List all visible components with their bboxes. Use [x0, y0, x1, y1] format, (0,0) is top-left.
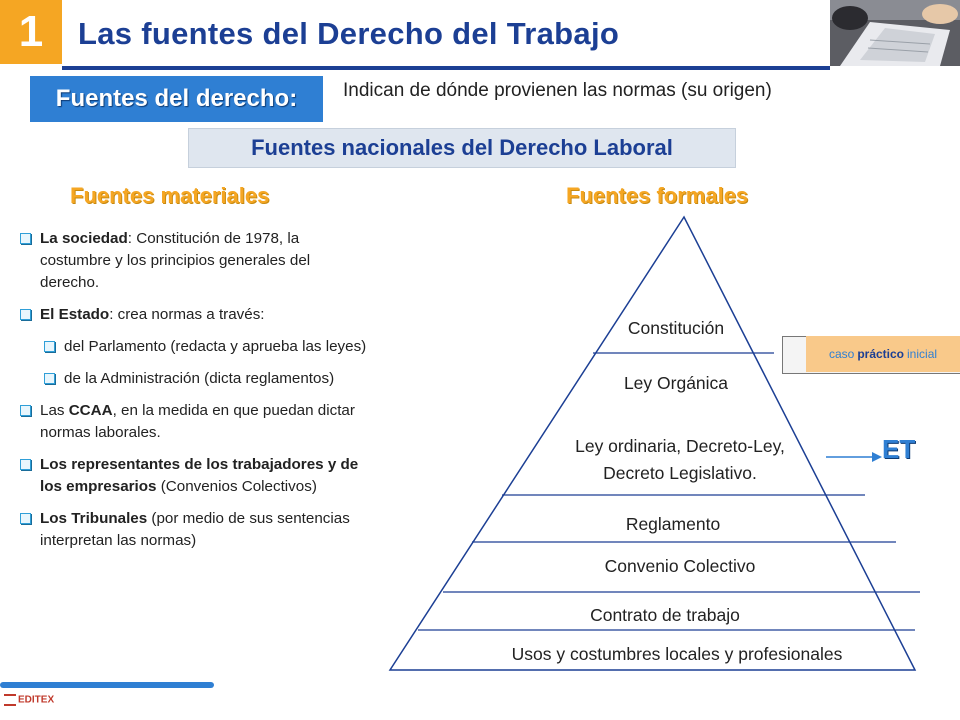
checkbox-bullet-icon: [20, 309, 31, 320]
fuentes-formales-title: Fuentes formales: [566, 183, 749, 208]
office-photo-icon: [830, 0, 960, 66]
checkbox-bullet-icon: [44, 373, 55, 384]
editex-logo-text: EDITEX: [18, 694, 55, 706]
pyramid-level-ley-organica: Ley Orgánica: [623, 373, 729, 393]
title-underline: [62, 66, 830, 70]
pyramid-level-usos: Usos y costumbres locales y profesionales: [511, 644, 843, 664]
checkbox-bullet-icon: [20, 405, 31, 416]
bullet-text: : crea normas a través:: [109, 306, 265, 323]
bullet-bold: El Estado: [40, 306, 110, 323]
pyramid-level-ley-ordinaria: Ley ordinaria, Decreto-Ley,: [575, 436, 785, 456]
editex-logo-icon: [4, 694, 16, 706]
bullet-text: (por medio de sus sentencias interpretan las normas): [40, 510, 350, 549]
section-title: Fuentes nacionales del Derecho Laboral: [188, 128, 736, 168]
fuentes-derecho-definition: Indican de dónde provienen las normas (su origen): [343, 80, 772, 101]
footer-bar: [0, 682, 214, 688]
pyramid-level-decreto-legislativo: Decreto Legislativo.: [603, 463, 757, 483]
et-label: ET: [882, 434, 916, 464]
fuentes-derecho-label: Fuentes del derecho:: [30, 76, 323, 122]
list-subitem: [18, 336, 370, 358]
slide-title: Las fuentes del Derecho del Trabajo: [78, 16, 620, 51]
pyramid-level-contrato: Contrato de trabajo: [590, 605, 740, 625]
checkbox-bullet-icon: [20, 513, 31, 524]
checkbox-bullet-icon: [20, 233, 31, 244]
bullet-text: (Convenios Colectivos): [156, 478, 317, 495]
bullet-text: , en la medida en que puedan dictar normas laborales.: [40, 402, 355, 441]
arrow-right-icon: [826, 450, 882, 464]
bullet-bold: CCAA: [68, 402, 113, 419]
bullet-text: del Parlamento (redacta y aprueba las leyes): [64, 338, 367, 355]
bullet-bold: Los Tribunales: [40, 510, 148, 527]
caso-practico-label[interactable]: [806, 336, 960, 372]
editex-logo: [4, 694, 54, 706]
list-item: [18, 304, 370, 326]
bullet-text: de la Administración (dicta reglamentos): [64, 370, 335, 387]
unit-number-badge: 1: [0, 0, 62, 64]
fuentes-materiales-title: Fuentes materiales: [70, 183, 270, 208]
bullet-bold: La sociedad: [40, 230, 128, 247]
fuentes-materiales-list: [18, 228, 370, 562]
bullet-prefix: Las: [40, 402, 69, 419]
list-subitem: [18, 368, 370, 390]
pyramid-level-constitucion: Constitución: [627, 318, 725, 338]
caso-pre: caso: [828, 347, 855, 361]
list-item: [18, 454, 370, 498]
checkbox-bullet-icon: [20, 459, 31, 470]
caso-post: inicial: [907, 347, 938, 361]
pyramid-level-reglamento: Reglamento: [625, 514, 721, 534]
list-item: [18, 228, 370, 294]
checkbox-bullet-icon: [44, 341, 55, 352]
list-item: [18, 400, 370, 444]
bullet-text: : Constitución de 1978, la costumbre y los principios generales del derecho.: [40, 230, 311, 291]
list-item: [18, 508, 370, 552]
pyramid-level-convenio: Convenio Colectivo: [604, 556, 756, 576]
caso-bold: práctico: [857, 347, 905, 361]
bullet-bold: Los representantes de los trabajadores y de los empresarios: [40, 456, 359, 495]
